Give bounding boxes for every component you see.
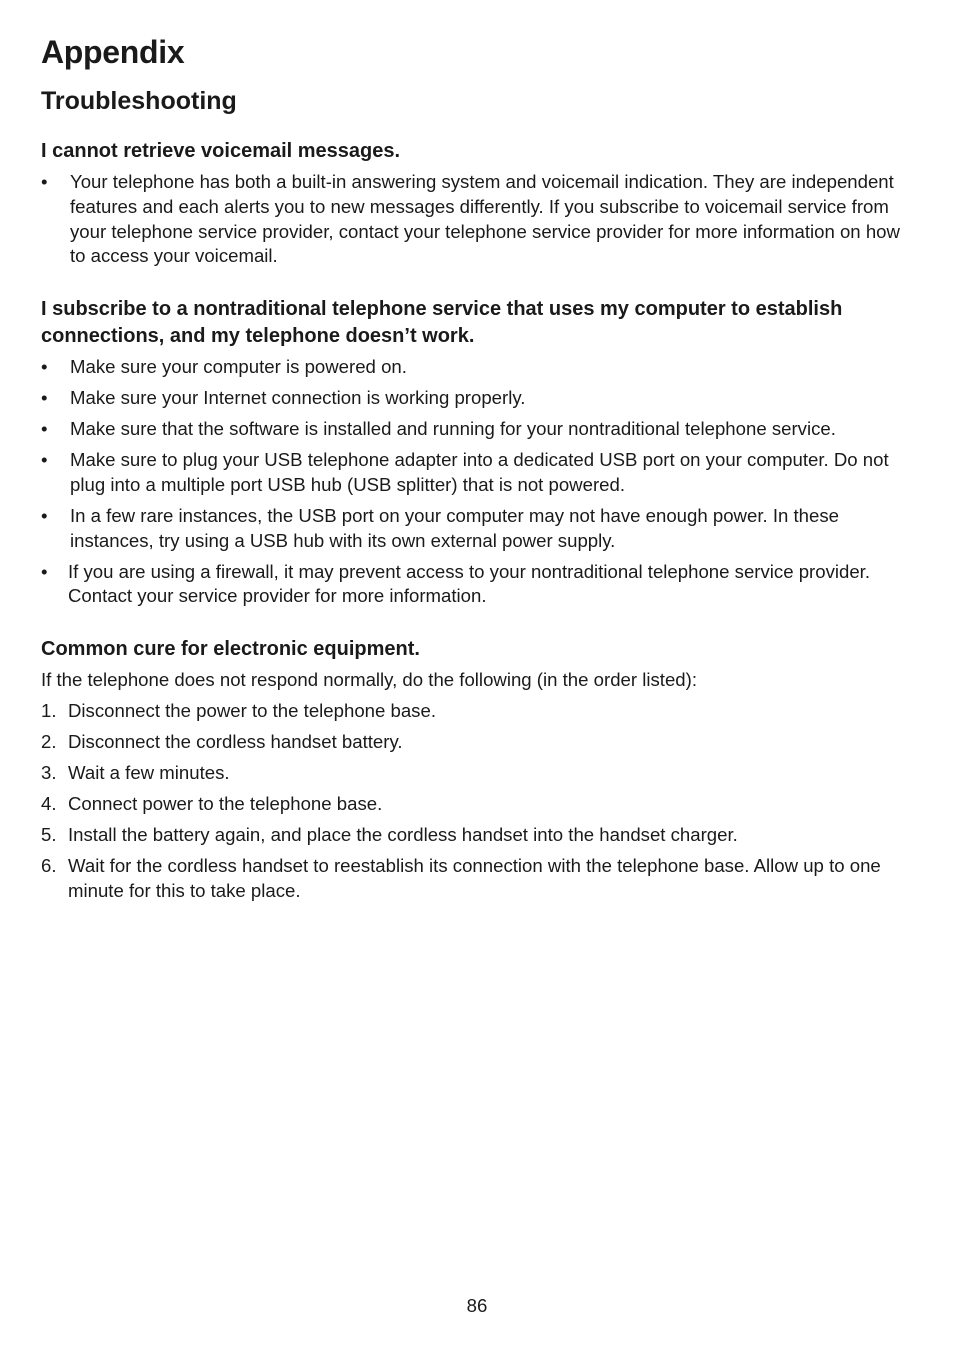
list-item xyxy=(41,823,916,848)
list-item-text: If you are using a firewall, it may prevent access to your nontraditional telephone service provider. Contact your service provider for more information. xyxy=(68,560,871,607)
list-item-text: Install the battery again, and place the cordless handset into the handset charger. xyxy=(68,823,738,845)
page-title: Appendix xyxy=(41,34,185,70)
list-item-text: Disconnect the cordless handset battery. xyxy=(68,730,403,752)
bullet-list xyxy=(41,355,916,609)
issue-heading: I subscribe to a nontraditional telephone service that uses my computer to establish connections, and my telephone doesn’t work. xyxy=(41,298,843,347)
issue-nontraditional-service xyxy=(41,296,916,609)
issue-heading: I cannot retrieve voicemail messages. xyxy=(41,140,401,162)
list-item xyxy=(41,730,916,755)
step-number: 6. xyxy=(41,854,57,876)
bullet-icon: • xyxy=(41,171,48,192)
step-number: 4. xyxy=(41,792,57,814)
bullet-icon: • xyxy=(41,448,48,470)
list-item-text: Make sure your Internet connection is working properly. xyxy=(70,386,526,408)
list-item-text: Make sure to plug your USB telephone adapter into a dedicated USB port on your computer. Do not plug into a multiple port USB hub (USB splitter) that is not powered. xyxy=(70,448,889,495)
list-item-text: Wait for the cordless handset to reestablish its connection with the telephone base. Allow up to one minute for this to take place. xyxy=(68,854,881,901)
list-item-text: Disconnect the power to the telephone base. xyxy=(68,699,436,721)
list-item-text: Make sure that the software is installed and running for your nontraditional telephone service. xyxy=(70,417,836,439)
issue-heading: Common cure for electronic equipment. xyxy=(41,638,420,660)
step-number: 5. xyxy=(41,823,57,845)
list-item xyxy=(41,448,916,498)
list-item xyxy=(41,355,916,380)
bullet-icon: • xyxy=(41,417,48,439)
list-item xyxy=(41,854,916,904)
list-item xyxy=(41,699,916,724)
list-item xyxy=(41,504,916,554)
list-item-text: Your telephone has both a built-in answering system and voicemail indication. They are independent features and each alerts you to new messages differently. If you subscribe to voicemail service from your telephone service provider, contact your telephone service provider for more information on how to access your voicemail. xyxy=(70,171,900,267)
list-item xyxy=(41,386,916,411)
section-title: Troubleshooting xyxy=(41,87,237,115)
bullet-list xyxy=(41,170,916,269)
step-number: 2. xyxy=(41,730,57,752)
list-item-text: Wait a few minutes. xyxy=(68,761,230,783)
issue-voicemail xyxy=(41,138,916,269)
numbered-list xyxy=(41,699,916,904)
list-item xyxy=(41,417,916,442)
bullet-icon: • xyxy=(41,356,48,377)
common-cure xyxy=(41,636,916,904)
page-number: 86 xyxy=(466,1295,488,1316)
list-item xyxy=(41,792,916,817)
list-item-text: Connect power to the telephone base. xyxy=(68,792,383,814)
list-item xyxy=(41,170,916,269)
step-number: 3. xyxy=(41,761,57,783)
list-item-text: Make sure your computer is powered on. xyxy=(70,356,407,377)
bullet-icon: • xyxy=(41,386,48,408)
bullet-icon: • xyxy=(41,504,48,526)
list-item xyxy=(41,560,916,610)
bullet-icon: • xyxy=(41,560,48,582)
intro-text: If the telephone does not respond normally, do the following (in the order listed): xyxy=(41,669,697,690)
list-item xyxy=(41,761,916,786)
step-number: 1. xyxy=(41,699,57,721)
list-item-text: In a few rare instances, the USB port on your computer may not have enough power. In these instances, try using a USB hub with its own external power supply. xyxy=(70,504,839,551)
